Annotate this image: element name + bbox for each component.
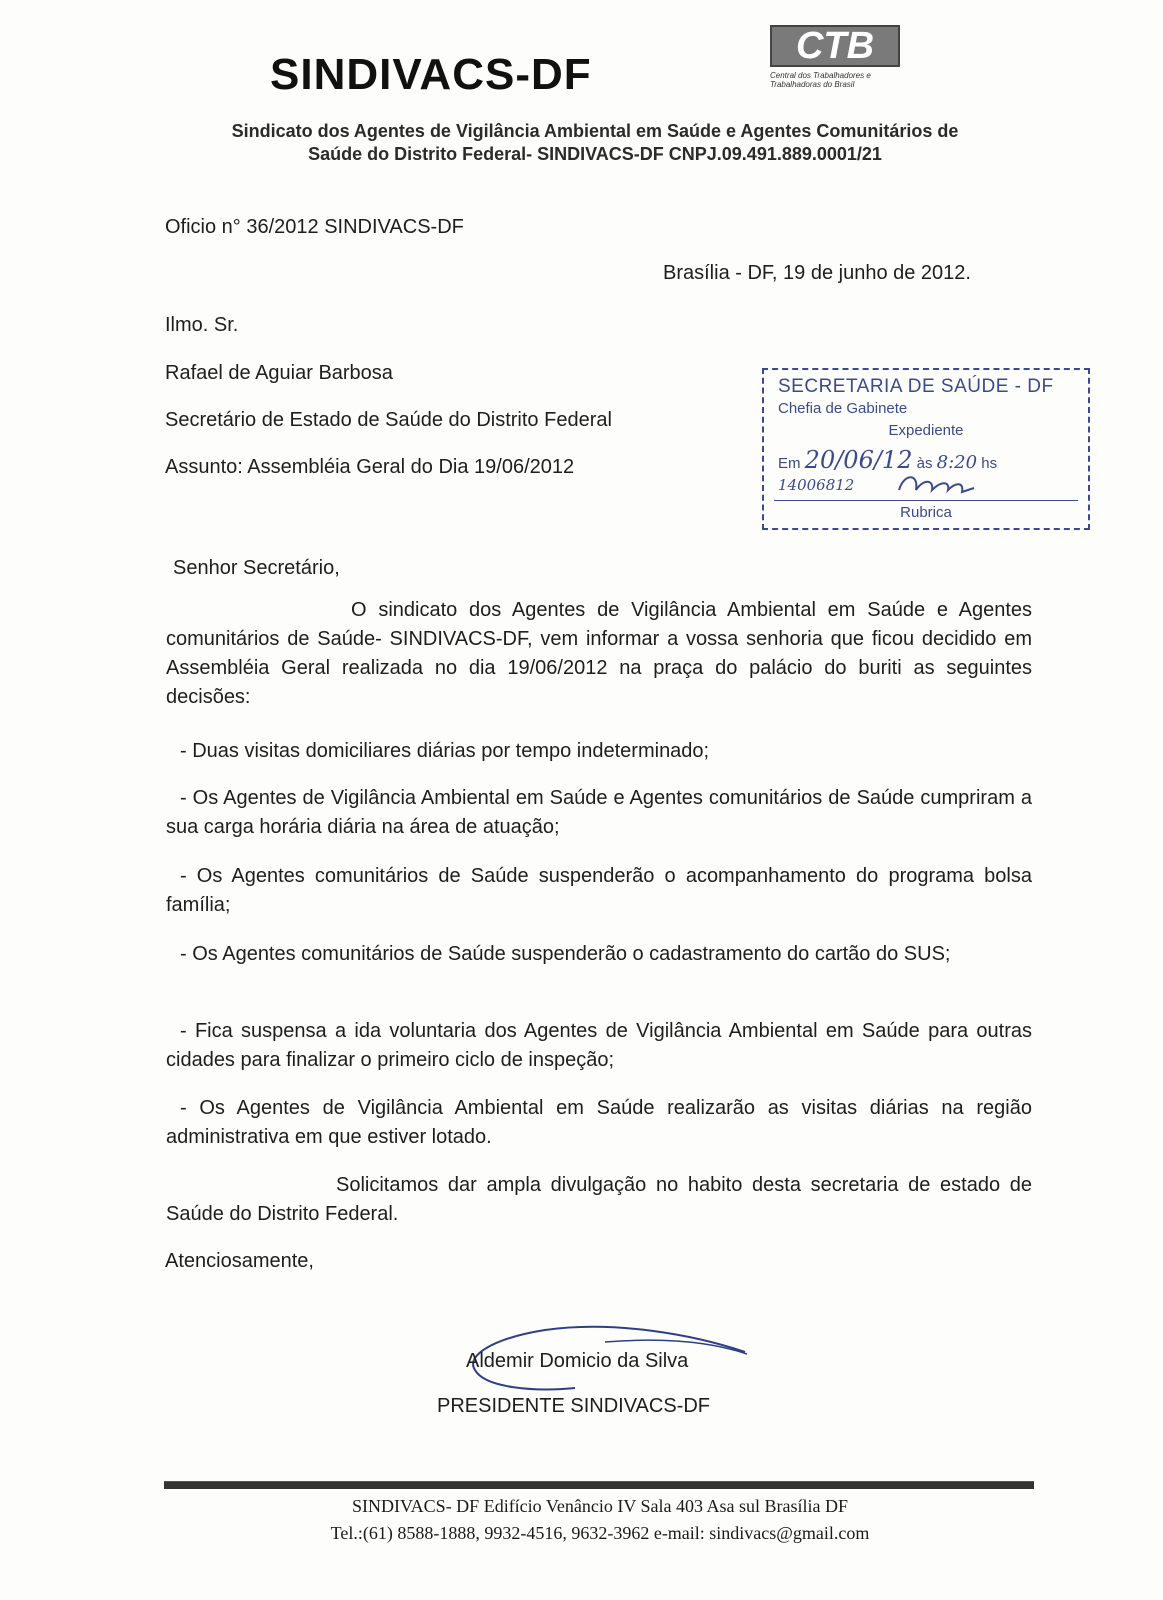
stamp-expediente: Expediente xyxy=(888,422,964,439)
intro-paragraph: O sindicato dos Agentes de Vigilância Ambiental em Saúde e Agentes comunitários de Saúde- SINDIVACS-DF, vem informar a vossa senhoria que ficou decidido em Assembléia Geral realizada no dia 19/06/2012 na praça do palácio do buriti as seguintes decisões: xyxy=(166,599,1032,708)
footer-divider xyxy=(164,1481,1034,1489)
recipient-name: Rafael de Aguiar Barbosa xyxy=(165,362,393,384)
ctb-logo xyxy=(770,25,900,95)
stamp-signature-rule xyxy=(774,500,1078,501)
stamp-office: Chefia de Gabinete xyxy=(778,400,908,417)
subject-line: Assunto: Assembléia Geral do Dia 19/06/2012 xyxy=(165,456,575,478)
closing-paragraph: Solicitamos dar ampla divulgação no habito desta secretaria de estado de Saúde do Distrito Federal. xyxy=(166,1174,1032,1225)
stamp-hs-label: hs xyxy=(981,455,998,472)
stamp-initials-scribble xyxy=(894,468,984,502)
salutation-title: Ilmo. Sr. xyxy=(165,314,239,336)
decision-item-1: - Duas visitas domiciliares diárias por tempo indeterminado; xyxy=(180,740,710,762)
ctb-logo-mark: CTB xyxy=(770,25,900,67)
letter-date: Brasília - DF, 19 de junho de 2012. xyxy=(663,262,971,284)
recipient-role: Secretário de Estado de Saúde do Distrito Federal xyxy=(165,409,612,431)
footer-contacts: Tel.:(61) 8588-1888, 9932-4516, 9632-3962 e-mail: sindivacs@gmail.com xyxy=(330,1523,870,1543)
signer-title: PRESIDENTE SINDIVACS-DF xyxy=(437,1395,710,1417)
stamp-em-label: Em xyxy=(778,455,801,472)
decision-item-2: - Os Agentes de Vigilância Ambiental em Saúde e Agentes comunitários de Saúde cumpriram a sua carga horária diária na área de atuação; xyxy=(166,787,1032,838)
stamp-date-handwritten: 20/06/12 xyxy=(804,446,913,474)
stamp-as-label: às xyxy=(916,455,933,472)
decision-item-5: - Fica suspensa a ida voluntaria dos Agentes de Vigilância Ambiental em Saúde para outras cidades para finalizar o primeiro ciclo de inspeção; xyxy=(166,1020,1032,1071)
closing: Atenciosamente, xyxy=(165,1250,314,1272)
stamp-rubrica-label: Rubrica xyxy=(900,504,952,521)
decision-item-6: - Os Agentes de Vigilância Ambiental em Saúde realizarão as visitas diárias na região administrativa em que estiver lotado. xyxy=(166,1097,1032,1148)
signer-name: Aldemir Domicio da Silva xyxy=(466,1350,689,1372)
ctb-logo-subtext: Central dos Trabalhadores e Trabalhadoras do Brasil xyxy=(770,71,871,89)
subtitle-line-1: Sindicato dos Agentes de Vigilância Ambiental em Saúde e Agentes Comunitários de xyxy=(231,121,959,141)
stamp-time-handwritten: 8:20 xyxy=(936,452,978,473)
subtitle-line-2: Saúde do Distrito Federal- SINDIVACS-DF CNPJ.09.491.889.0001/21 xyxy=(308,144,882,164)
decision-item-3: - Os Agentes comunitários de Saúde suspenderão o acompanhamento do programa bolsa família; xyxy=(166,865,1032,916)
oficio-number: Oficio n° 36/2012 SINDIVACS-DF xyxy=(165,216,464,238)
stamp-department: SECRETARIA DE SAÚDE - DF xyxy=(778,376,1054,397)
footer-address: SINDIVACS- DF Edifício Venâncio IV Sala 403 Asa sul Brasília DF xyxy=(352,1496,848,1516)
protocol-stamp xyxy=(762,368,1090,530)
decision-item-4: - Os Agentes comunitários de Saúde suspenderão o cadastramento do cartão do SUS; xyxy=(180,943,951,965)
organization-title: SINDIVACS-DF xyxy=(270,50,592,99)
stamp-number-handwritten: 14006812 xyxy=(778,476,855,494)
organization-subtitle xyxy=(150,120,1040,166)
greeting: Senhor Secretário, xyxy=(173,557,340,579)
